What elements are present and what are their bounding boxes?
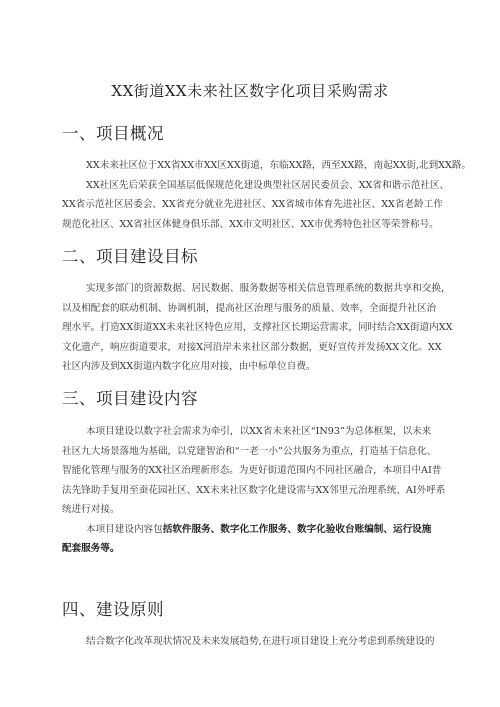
paragraph-line: 社区九大场景落地为基础，以党建智治和“一老一小”公共服务为重点，打造基于信息化、 <box>62 445 437 457</box>
paragraph-line: 以及相配套的联动机制、协调机制，提高社区治理与服务的质量、效率，全面提升社区治 <box>62 302 437 314</box>
section-body-overview <box>62 156 472 234</box>
paragraph-line: 理水平。打造XX街道XX未来社区特色应用，支撑社区长期运营需求，同时结合XX街道内XX <box>62 322 453 333</box>
emphasis-text: 配套服务等。 <box>62 543 120 554</box>
emphasis-text: 括软件服务、数字化工作服务、数字化验收台账编制、运行设施 <box>162 523 432 535</box>
paragraph-line: 规范化社区、XX省社区体健身俱乐部、XX市文明社区、XX市优秀特色社区等荣誉称号。 <box>62 218 439 230</box>
section-body-principles <box>62 632 440 652</box>
section-heading-goals: 二、项目建设目标 <box>62 247 198 266</box>
emphasis-prefix: 本项目建设内容包 <box>86 523 163 535</box>
paragraph-line: 文化遗产，响应街道要求，对接X河沿岸未来社区部分数据，更好宣传并发扬XX文化。XX <box>62 341 442 353</box>
paragraph-line: XX未来社区位于XX省XX市XX区XX街道，东临XX路，西至XX路，南起XX街,北到XX路。 <box>86 160 472 171</box>
paragraph-line: 结合数字化改革现状情况及未来发展趋势,在进行项目建设上充分考虑到系统建设的 <box>86 636 435 647</box>
document-title: XX街道XX未来社区数字化项目采购需求 <box>111 82 389 100</box>
section-heading-principles: 四、建设原则 <box>62 600 164 619</box>
section-heading-content: 三、项目建设内容 <box>62 389 198 408</box>
section-body-content <box>62 422 446 559</box>
paragraph-line-emphasis <box>62 539 440 559</box>
paragraph-line: 社区内涉及到XX街道内数字化应用对接，由中标单位自费。 <box>62 361 316 372</box>
paragraph-line: 实现多部门的资源数据、居民数据、服务数据等相关信息管理系统的数据共享和交换， <box>86 283 451 294</box>
section-heading-overview: 一、项目概况 <box>62 124 164 143</box>
paragraph-line: 统进行对接。 <box>62 504 120 515</box>
paragraph-line: XX省示范社区居委会、XX省充分就业先进社区、XX省城市体育先进社区、XX省老龄工作 <box>62 199 443 210</box>
paragraph-line-emphasis <box>62 520 440 540</box>
section-body-goals <box>62 279 453 377</box>
paragraph-line: 本项目建设以数字社会需求为牵引，以XX省未来社区“IN93”为总体框架，以未来 <box>86 426 432 437</box>
paragraph-line: 法先锋助手复用至蚕花园社区、XX未来社区数字化建设需与XX邻里元治理系统、AI外呼系 <box>62 484 446 496</box>
paragraph-line: 智能化管理与服务的XX社区治理新形态。为更好街道范围内不同社区融合，本项目中AI普 <box>62 465 442 476</box>
paragraph-line: XX社区先后荣获全国基层低保规范化建设典型社区居民委员会、XX省和谐示范社区、 <box>86 179 450 191</box>
